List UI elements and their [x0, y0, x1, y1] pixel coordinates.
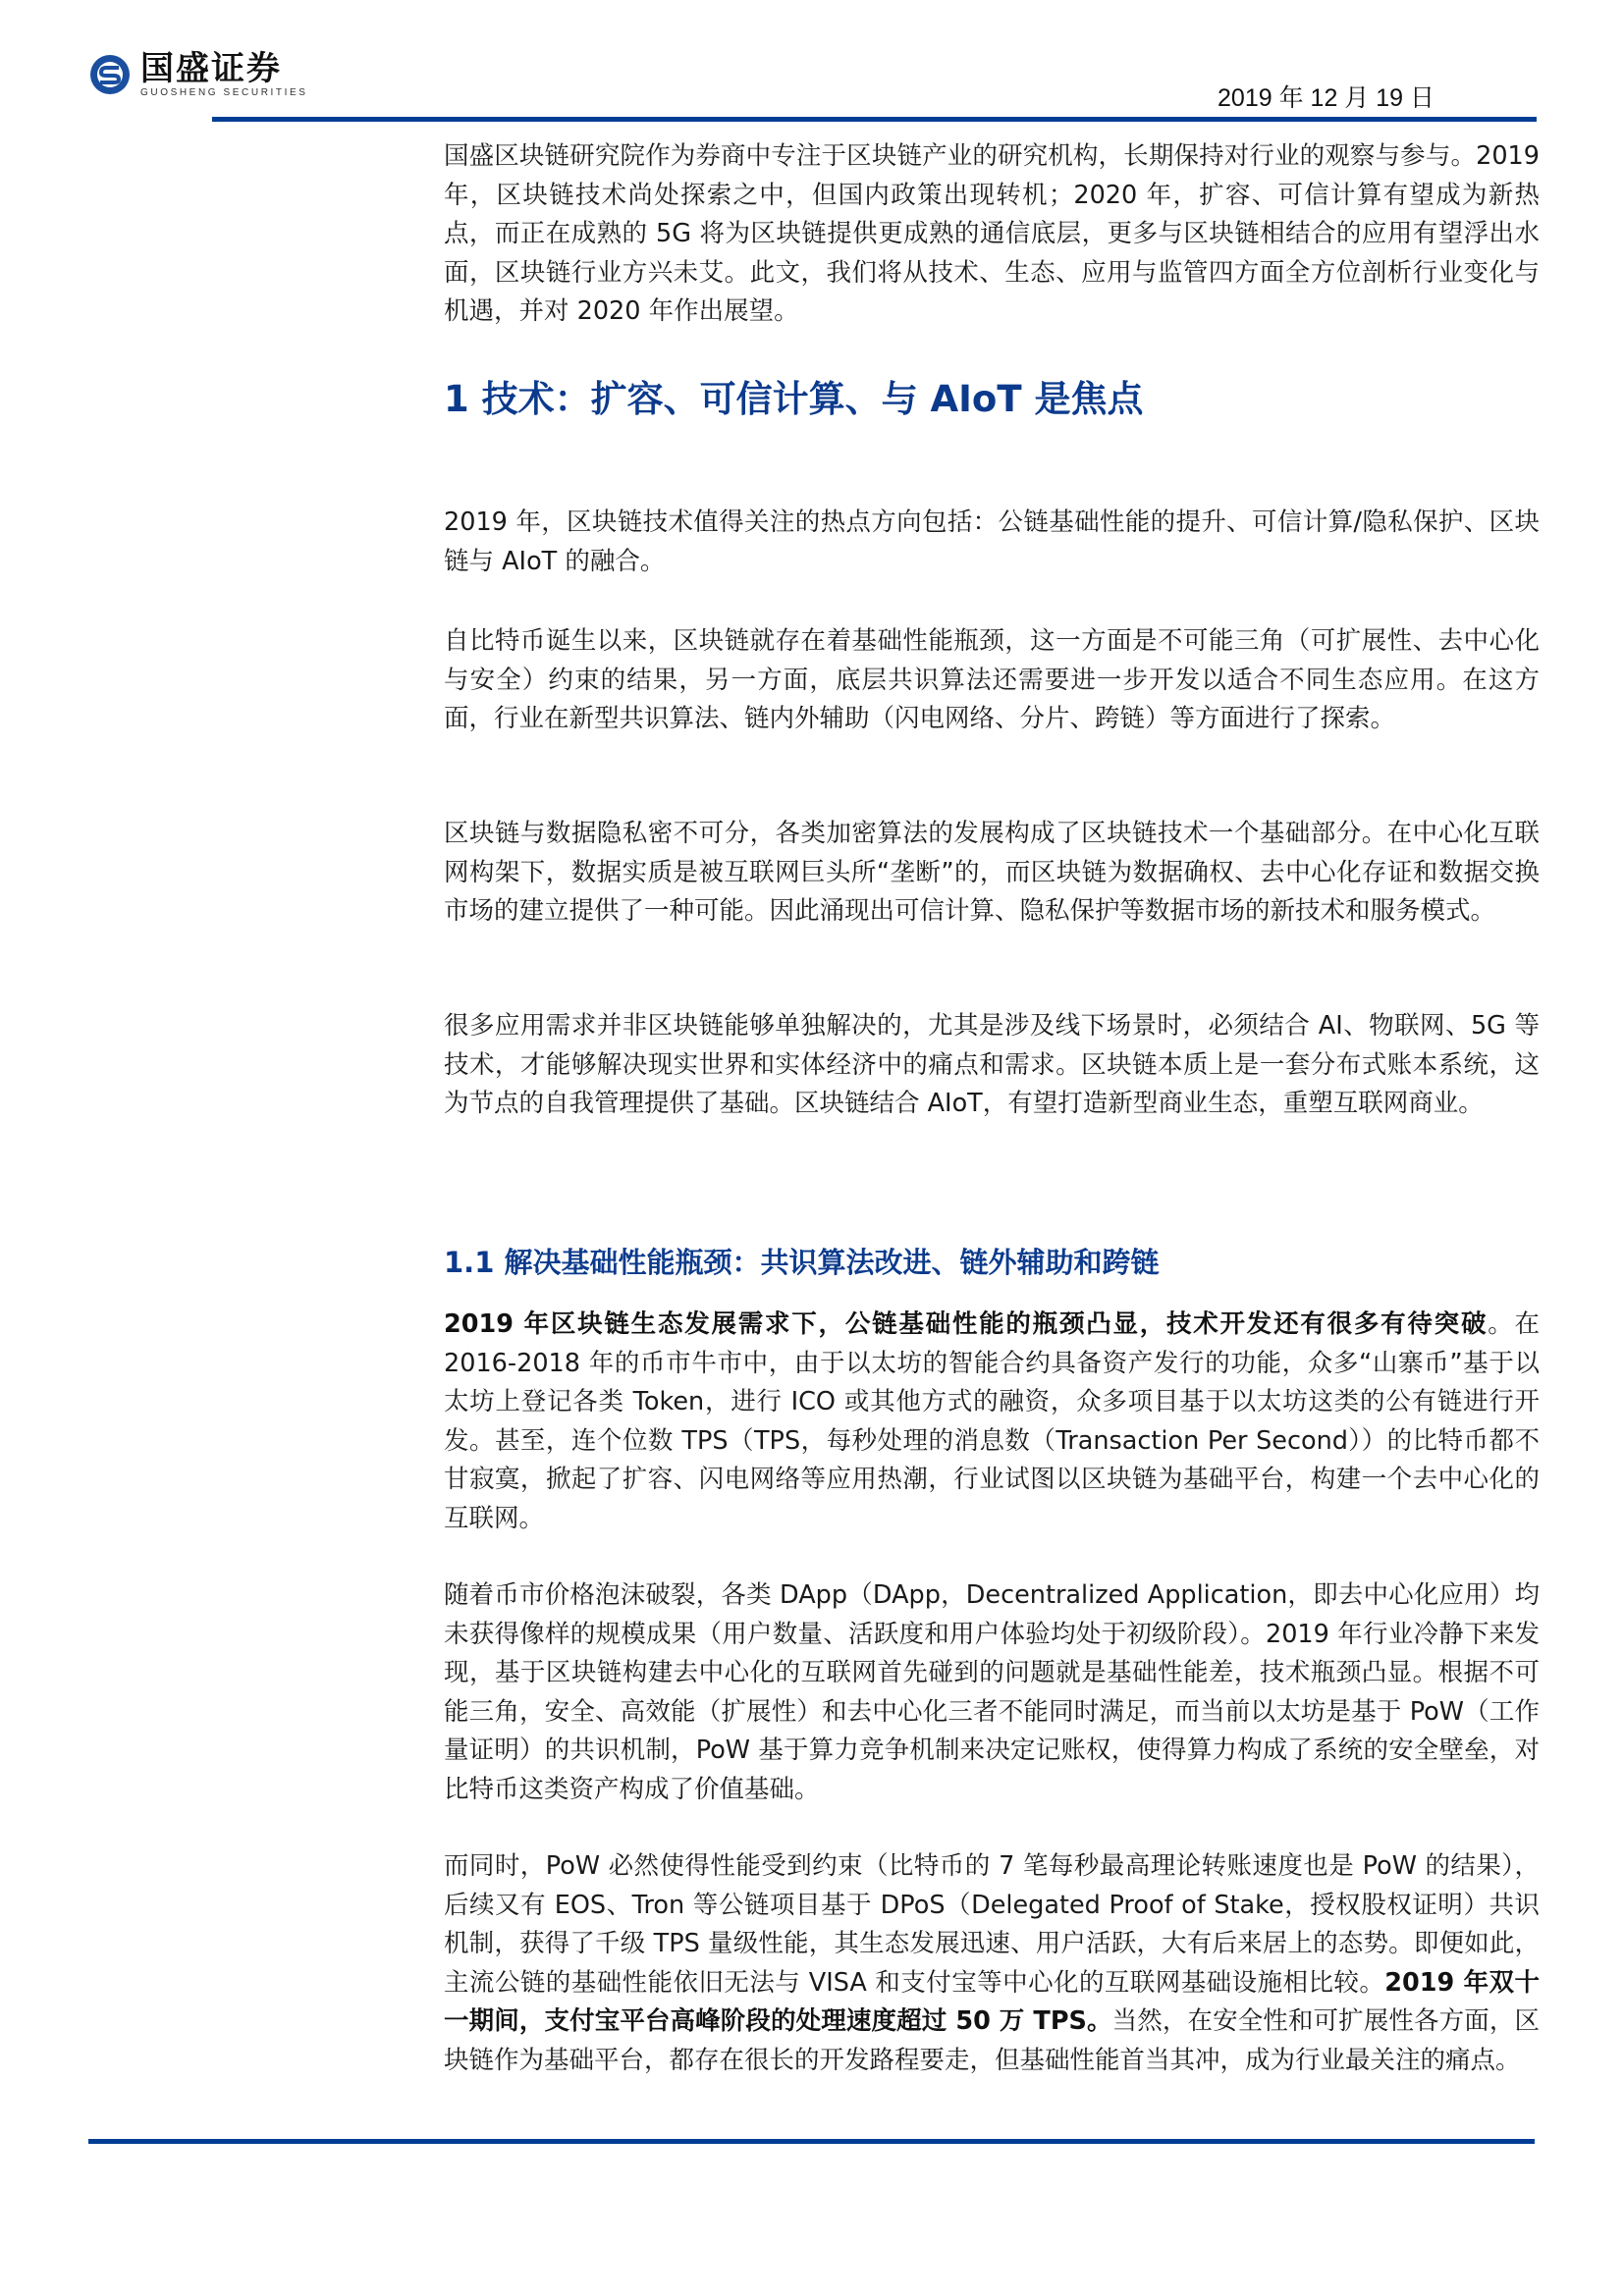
company-logo	[89, 51, 308, 98]
key-finding-bold: 2019 年双十一期间，支付宝平台高峰阶段的处理速度超过 50 万 TPS。	[444, 1967, 1540, 2036]
paragraph-text: 2019 年，区块链技术值得关注的热点方向包括：公链基础性能的提升、可信计算/隐私保护、区块链与 AIoT 的融合。	[444, 507, 1540, 576]
guosheng-logo-icon	[89, 54, 131, 95]
report-date: 2019 年 12 月 19 日	[1218, 84, 1435, 112]
logo-english-name: GUOSHENG SECURITIES	[140, 87, 308, 98]
section-1-paragraph-2	[444, 622, 1540, 739]
section-1-1-paragraph-1	[444, 1306, 1540, 1538]
paragraph-text: 自比特币诞生以来，区块链就存在着基础性能瓶颈，这一方面是不可能三角（可扩展性、去中心化与安全）约束的结果，另一方面，底层共识算法还需要进一步开发以适合不同生态应用。在这方面，行业在新型共识算法、链内外辅助（闪电网络、分片、跨链）等方面进行了探索。	[444, 626, 1540, 733]
paragraph-text	[444, 1306, 1540, 1538]
section-1-paragraph-4	[444, 1007, 1540, 1124]
footer-divider	[88, 2139, 1535, 2144]
paragraph-body: 而同时，PoW 必然使得性能受到约束（比特币的 7 笔每秒最高理论转账速度也是 PoW 的结果），后续又有 EOS、Tron 等公链项目基于 DPoS（Delegated Proof of Stake，授权股权证明）共识机制，获得了千级 TPS 量级性能，其生态发展迅速、用户活跃，大有后来居上的态势。即便如此，主流公链的基础性能依旧无法与 VISA 和支付宝等中心化的互联网基础设施相比较。	[444, 1851, 1540, 1998]
paragraph-text: 很多应用需求并非区块链能够单独解决的，尤其是涉及线下场景时，必须结合 AI、物联网、5G 等技术，才能够解决现实世界和实体经济中的痛点和需求。区块链本质上是一套分布式账本系统，这为节点的自我管理提供了基础。区块链结合 AIoT，有望打造新型商业生态，重塑互联网商业。	[444, 1011, 1540, 1118]
section-1-heading: 1 技术：扩容、可信计算、与 AIoT 是焦点	[444, 378, 1144, 420]
section-1-paragraph-3	[444, 815, 1540, 932]
key-finding-bold: 2019 年区块链生态发展需求下，公链基础性能的瓶颈凸显，技术开发还有很多有待突破	[444, 1309, 1489, 1339]
paragraph-body: 。在 2016-2018 年的币市牛市中，由于以太坊的智能合约具备资产发行的功能，众多“山寨币”基于以太坊上登记各类 Token，进行 ICO 或其他方式的融资，众多项目基于以太坊这类的公有链进行开发。甚至，连个位数 TPS（TPS，每秒处理的消息数（Transaction Per Second））的比特币都不甘寂寞，掀起了扩容、闪电网络等应用热潮，行业试图以区块链为基础平台，构建一个去中心化的互联网。	[444, 1309, 1540, 1533]
logo-chinese-name: 国盛证券	[140, 49, 282, 88]
paragraph-body-end: 当然，在安全性和可扩展性各方面，区块链作为基础平台，都存在很长的开发路程要走，但基础性能首当其冲，成为行业最关注的痛点。	[444, 2006, 1540, 2075]
section-1-1-paragraph-2	[444, 1576, 1540, 1809]
section-1-1-heading: 1.1 解决基础性能瓶颈：共识算法改进、链外辅助和跨链	[444, 1246, 1160, 1279]
paragraph-text	[444, 1847, 1540, 2080]
header-divider	[212, 117, 1537, 122]
section-1-paragraph-1	[444, 504, 1540, 581]
intro-section	[444, 137, 1540, 332]
paragraph-text: 随着币市价格泡沫破裂，各类 DApp（DApp，Decentralized Application，即去中心化应用）均未获得像样的规模成果（用户数量、活跃度和用户体验均处于初级阶段）。2019 年行业冷静下来发现，基于区块链构建去中心化的互联网首先碰到的问题就是基础性能差，技术瓶颈凸显。根据不可能三角，安全、高效能（扩展性）和去中心化三者不能同时满足，而当前以太坊是基于 PoW（工作量证明）的共识机制，PoW 基于算力竞争机制来决定记账权，使得算力构成了系统的安全壁垒，对比特币这类资产构成了价值基础。	[444, 1580, 1540, 1804]
paragraph-text: 区块链与数据隐私密不可分，各类加密算法的发展构成了区块链技术一个基础部分。在中心化互联网构架下，数据实质是被互联网巨头所“垄断”的，而区块链为数据确权、去中心化存证和数据交换市场的建立提供了一种可能。因此涌现出可信计算、隐私保护等数据市场的新技术和服务模式。	[444, 819, 1540, 926]
section-1-1-paragraph-3	[444, 1847, 1540, 2080]
intro-paragraph: 国盛区块链研究院作为券商中专注于区块链产业的研究机构，长期保持对行业的观察与参与。2019 年，区块链技术尚处探索之中，但国内政策出现转机；2020 年，扩容、可信计算有望成为新热点，而正在成熟的 5G 将为区块链提供更成熟的通信底层，更多与区块链相结合的应用有望浮出水面，区块链行业方兴未艾。此文，我们将从技术、生态、应用与监管四方面全方位剖析行业变化与机遇，并对 2020 年作出展望。	[444, 141, 1540, 326]
